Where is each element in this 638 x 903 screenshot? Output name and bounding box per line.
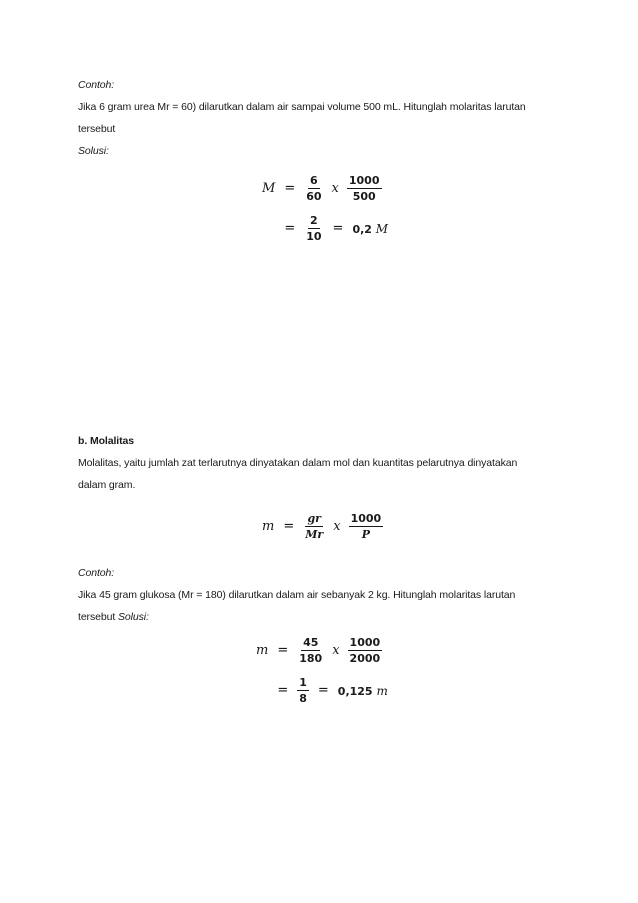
example-2-problem-line-1: Jika 45 gram glukosa (Mr = 180) dilarutkan dalam air sebanyak 2 kg. Hitunglah molaritas larutan (78, 589, 516, 601)
times-sign: x (332, 643, 340, 658)
equals-sign: = (277, 643, 289, 658)
fraction-numerator: 6 (310, 174, 318, 187)
fraction-numerator: 45 (303, 636, 319, 649)
formula-lhs: m (256, 643, 269, 658)
fraction-denominator: 60 (306, 190, 322, 203)
fraction-1000-over-volume (347, 174, 382, 203)
result-unit: m (376, 683, 388, 698)
equals-sign: = (284, 181, 296, 196)
fraction-denominator: 2000 (349, 652, 381, 665)
fraction-numerator: gr (307, 512, 321, 525)
equals-sign: = (317, 683, 329, 698)
formula-row-1 (256, 636, 382, 665)
equals-sign: = (332, 221, 344, 236)
fraction-mass-over-mr (297, 636, 324, 665)
formula-row-2 (262, 214, 388, 243)
example-2-problem-line-2 (78, 610, 149, 624)
fraction-denominator: P (361, 528, 371, 541)
fraction-denominator: 8 (299, 692, 307, 705)
fraction-numerator: 1000 (349, 636, 381, 649)
example-2-line-2-text: tersebut (78, 611, 118, 623)
formula-lhs: M (262, 181, 276, 196)
equals-sign: = (283, 519, 295, 534)
section-b-title: b. Molalitas (78, 435, 134, 447)
fraction-denominator: 10 (306, 230, 322, 243)
fraction-denominator: Mr (305, 528, 324, 541)
result-value: 0,2 (352, 222, 372, 236)
result-unit: M (375, 221, 389, 236)
fraction-denominator: 500 (352, 190, 376, 203)
fraction-1000-over-p (349, 512, 384, 541)
fraction-simplified (297, 676, 309, 705)
formula-row-1 (262, 174, 382, 203)
example-1-solution-label: Solusi: (78, 145, 109, 157)
formula-row-1 (262, 512, 383, 541)
fraction-mass-over-mr (304, 174, 323, 203)
example-1-heading: Contoh: (78, 79, 115, 91)
fraction-denominator: 180 (299, 652, 323, 665)
fraction-numerator: 1000 (350, 512, 382, 525)
fraction-numerator: 1 (299, 676, 307, 689)
formula-result (352, 222, 388, 236)
example-2-solution-label: Solusi: (117, 611, 149, 623)
times-sign: x (333, 519, 341, 534)
formula-lhs: m (262, 519, 275, 534)
fraction-simplified (304, 214, 323, 243)
formula-result (338, 684, 388, 698)
equals-sign: = (284, 221, 296, 236)
example-1-problem-line-2: tersebut (78, 123, 116, 135)
example-2-heading: Contoh: (78, 567, 115, 579)
fraction-gr-over-mr (303, 512, 325, 541)
fraction-numerator: 2 (310, 214, 318, 227)
formula-row-2 (256, 676, 388, 705)
result-value: 0,125 (337, 684, 373, 698)
equals-sign: = (277, 683, 289, 698)
section-b-definition-line-1: Molalitas, yaitu jumlah zat terlarutnya dinyatakan dalam mol dan kuantitas pelarutnya dinyatakan (78, 457, 518, 469)
fraction-1000-over-solvent (348, 636, 383, 665)
fraction-numerator: 1000 (348, 174, 380, 187)
section-b-definition-line-2: dalam gram. (78, 479, 136, 491)
times-sign: x (331, 181, 339, 196)
example-1-problem-line-1: Jika 6 gram urea Mr = 60) dilarutkan dalam air sampai volume 500 mL. Hitunglah molaritas larutan (78, 101, 526, 113)
